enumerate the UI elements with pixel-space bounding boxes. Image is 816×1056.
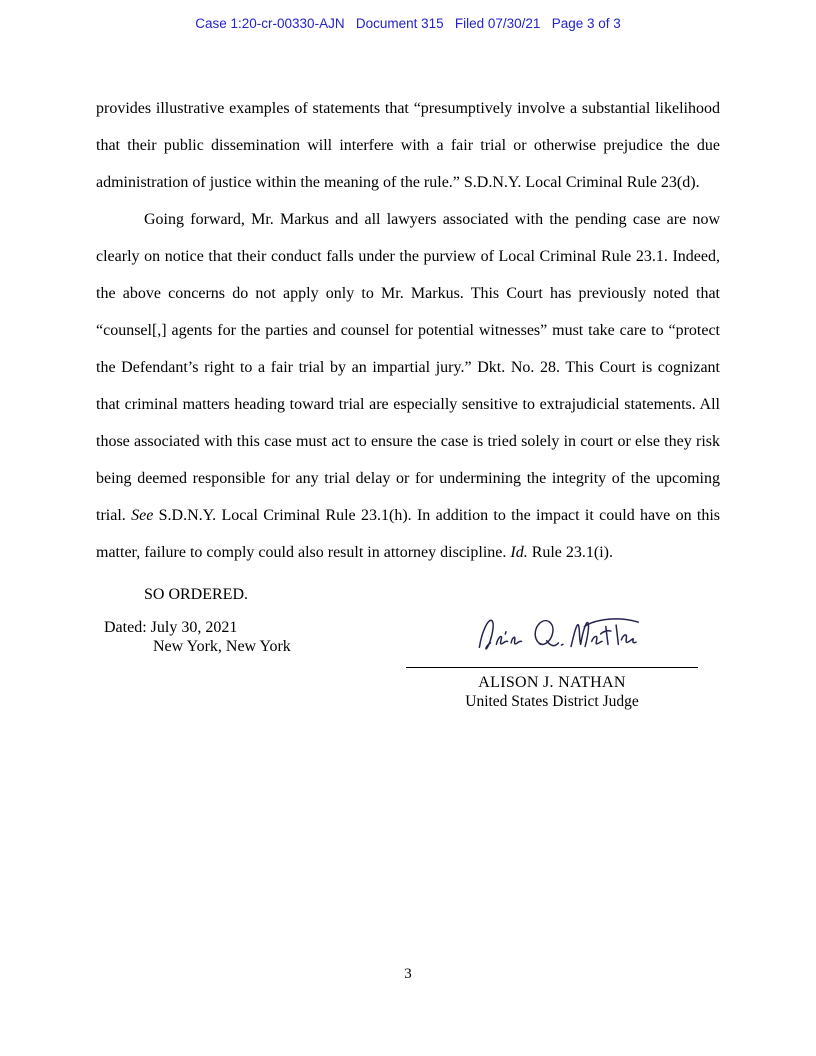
- body-paragraph-1: [96, 90, 720, 201]
- paragraph-text: S.D.N.Y. Local Criminal Rule 23.1(h). In addition to the impact it could have on this matter, failure to comply could also result in attorney discipline.: [96, 507, 721, 561]
- paragraph-text: provides illustrative examples of statements that “presumptively involve a substantial likelihood that their public dissemination will interfere with a fair trial or otherwise prejudice the due administration of justice within the meaning of the rule.” S.D.N.Y. Local Criminal Rule 23(d).: [96, 100, 720, 191]
- judge-title: United States District Judge: [465, 693, 639, 710]
- dated-label: Dated:: [104, 619, 147, 636]
- signature-line: [406, 667, 698, 668]
- dated-line: [104, 618, 291, 637]
- dated-block: [104, 618, 291, 656]
- case-header-stamp: Case 1:20-cr-00330-AJN Document 315 Filed 07/30/21 Page 3 of 3: [195, 16, 621, 31]
- body-paragraph-2: [96, 201, 720, 571]
- judge-signature-icon: [472, 610, 642, 658]
- paragraph-text: Going forward, Mr. Markus and all lawyers associated with the pending case are now clearly on notice that their conduct falls under the purview of Local Criminal Rule 23.1. Indeed, the above concerns do not apply only to Mr. Markus. This Court has previously noted that “counsel[,] agents for the parties and counsel for potential witnesses” must take care to “protect the Defendant’s right to a fair trial by an impartial jury.” Dkt. No. 28. This Court is cognizant that criminal matters heading toward trial are especially sensitive to extrajudicial statements. All those associated with this case must act to ensure the case is tried solely in court or else they risk being deemed responsible for any trial delay or for undermining the integrity of the upcoming trial.: [96, 211, 720, 524]
- page-number: 3: [404, 966, 412, 982]
- signature-block: [406, 598, 698, 711]
- dated-location: New York, New York: [153, 638, 291, 655]
- signature-area: [406, 598, 698, 660]
- citation-see: See: [131, 507, 154, 524]
- document-body: [96, 90, 720, 613]
- citation-id: Id.: [510, 544, 528, 561]
- so-ordered-text: SO ORDERED.: [144, 586, 249, 603]
- dated-date: July 30, 2021: [150, 619, 238, 636]
- judge-name: ALISON J. NATHAN: [478, 674, 626, 691]
- paragraph-text: Rule 23.1(i).: [527, 544, 614, 561]
